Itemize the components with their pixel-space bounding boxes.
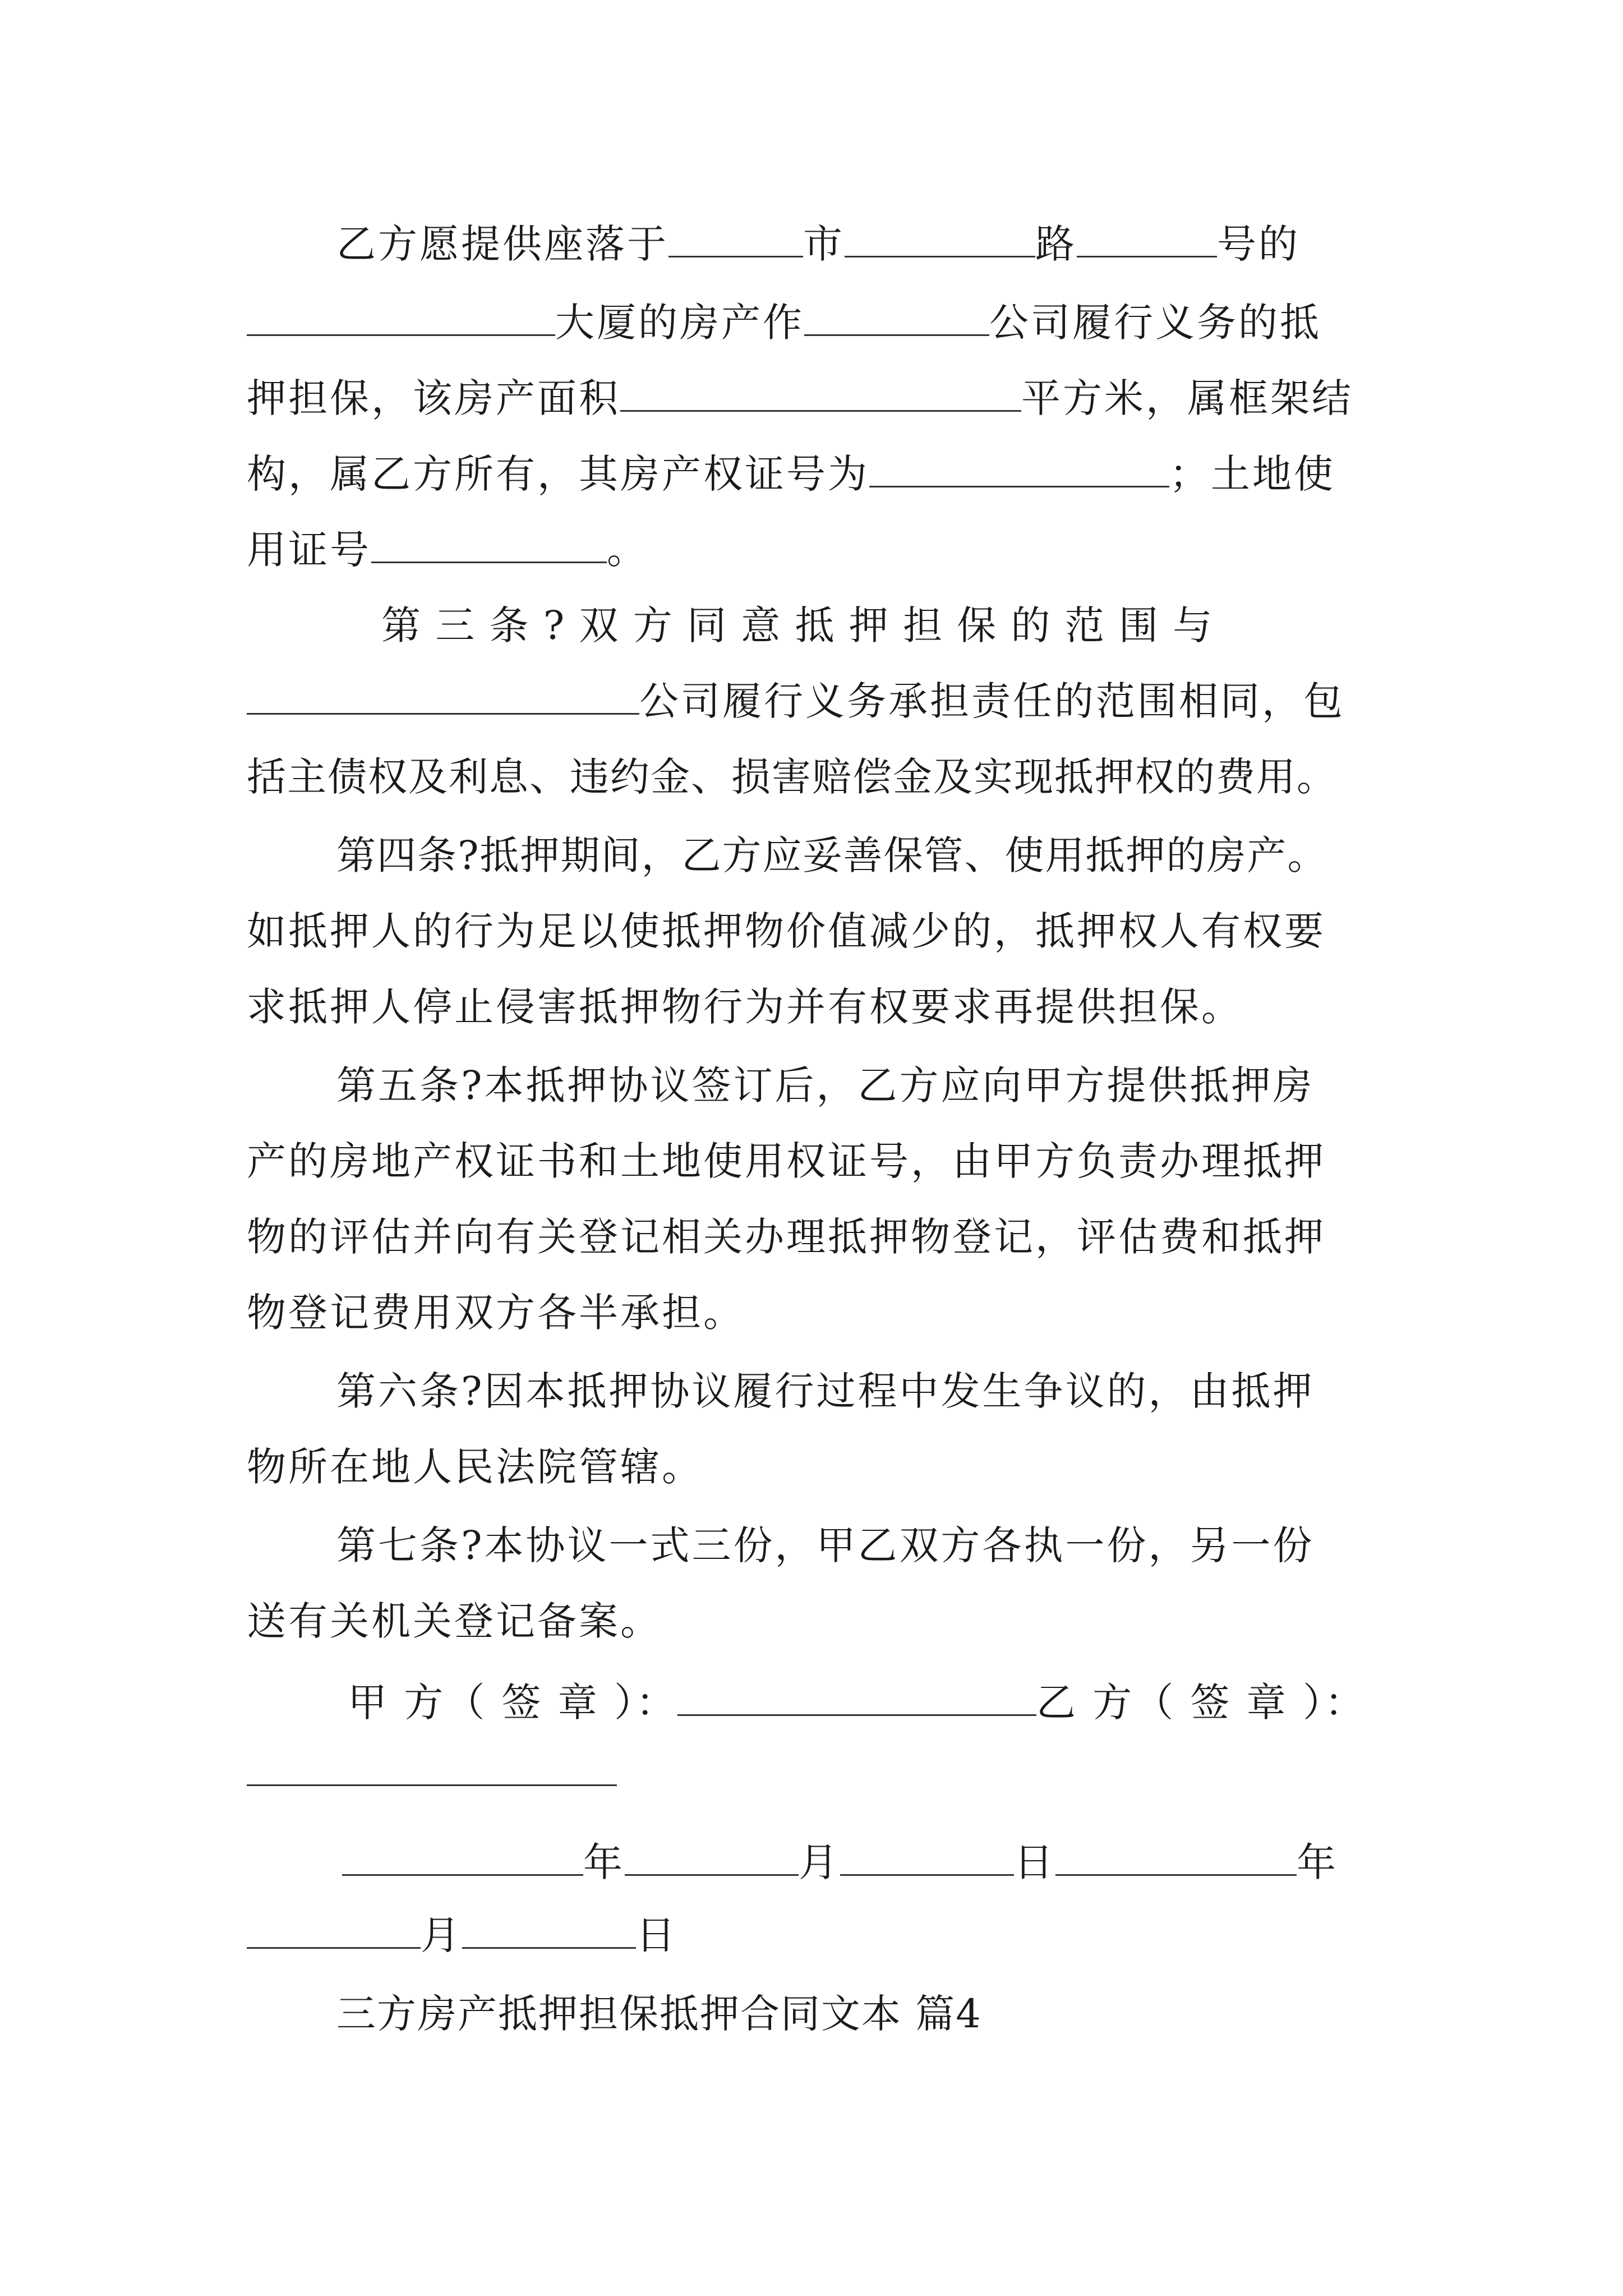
p1-text: 。 (607, 527, 648, 573)
next-section-heading (336, 1986, 982, 2042)
blank-month-a (625, 1839, 799, 1876)
article-6-line-1 (336, 1363, 1315, 1419)
blank-year-a (342, 1839, 583, 1876)
blank-day-a (840, 1839, 1014, 1876)
article-7-line-2 (247, 1593, 662, 1649)
blank-company-2 (247, 678, 639, 715)
article-6-text: 第六条?因本抵押协议履行过程中发生争议的，由抵押 (336, 1368, 1315, 1414)
p1-text: 市 (803, 221, 845, 267)
date-month-label: 月 (799, 1839, 840, 1885)
p1-text: 号的 (1217, 221, 1300, 267)
article-5-text: 产的房地产权证书和土地使用权证号，由甲方负责办理抵押 (247, 1138, 1326, 1184)
p1-line-2 (247, 295, 1321, 351)
article-7-text: 第七条?本协议一式三份，甲乙双方各执一份，另一份 (336, 1522, 1315, 1568)
date-day-label: 日 (636, 1912, 677, 1958)
blank-cert-number (869, 451, 1169, 487)
date-year-label: 年 (1297, 1839, 1338, 1885)
signature-line-2 (247, 1745, 617, 1801)
p1-text: 路 (1035, 221, 1077, 267)
article-5-text: 物的评估并向有关登记相关办理抵押物登记，评估费和抵押 (247, 1214, 1326, 1260)
p1-line-4 (247, 446, 1335, 502)
blank-company (804, 300, 989, 336)
date-month-label: 月 (421, 1912, 462, 1958)
blank-party-b-signature (247, 1750, 617, 1786)
p1-text: 构，属乙方所有，其房产权证号为 (247, 451, 869, 497)
p1-line-1 (336, 216, 1300, 272)
article-4-text: 求抵押人停止侵害抵押物行为并有权要求再提供担保。 (247, 984, 1243, 1030)
article-5-line-2 (247, 1133, 1326, 1189)
date-day-label: 日 (1014, 1839, 1055, 1885)
blank-land-cert (371, 527, 607, 563)
p1-text: 乙方愿提供座落于 (336, 221, 668, 267)
article-5-text: 物登记费用双方各半承担。 (247, 1290, 745, 1336)
article-3-line-1 (381, 597, 1213, 654)
blank-number (1077, 221, 1217, 257)
article-3-text: 第 三 条 ? 双 方 同 意 抵 押 担 保 的 范 围 与 (381, 602, 1214, 648)
party-a-label: 甲 方（ 签 章 ）： (348, 1680, 678, 1726)
article-5-line-1 (336, 1057, 1315, 1114)
article-4-text: 如抵押人的行为足以使抵押物价值减少的，抵押权人有权要 (247, 908, 1326, 954)
section-heading-text: 三方房产抵押担保抵押合同文本 篇4 (336, 1991, 982, 2037)
signature-line (348, 1674, 1366, 1731)
p1-text: 大厦的房产作 (555, 300, 804, 346)
p1-text: ；土地使 (1169, 451, 1335, 497)
article-3-line-3 (247, 749, 1337, 805)
article-7-text: 送有关机关登记备案。 (247, 1598, 662, 1644)
article-7-line-1 (336, 1517, 1315, 1573)
p1-line-5 (247, 522, 648, 578)
blank-building (247, 300, 555, 336)
blank-city (668, 221, 803, 257)
blank-year-b (1055, 1839, 1297, 1876)
date-line-2 (247, 1907, 677, 1963)
article-4-line-1 (336, 827, 1328, 884)
p1-text: 公司履行义务的抵 (989, 300, 1321, 346)
blank-party-a-signature (677, 1680, 1036, 1716)
article-5-line-3 (247, 1209, 1326, 1265)
article-3-text: 括主债权及利息、违约金、损害赔偿金及实现抵押权的费用。 (247, 754, 1337, 800)
article-5-text: 第五条?本抵押协议签订后，乙方应向甲方提供抵押房 (336, 1062, 1315, 1108)
blank-area (620, 375, 1021, 412)
party-b-label: 乙 方（ 签 章 ）： (1036, 1680, 1367, 1726)
article-5-line-4 (247, 1285, 745, 1341)
blank-month-b (247, 1912, 421, 1949)
blank-day-b (462, 1912, 636, 1949)
article-3-text: 公司履行义务承担责任的范围相同，包 (639, 678, 1345, 724)
article-6-line-2 (247, 1439, 703, 1495)
p1-text: 用证号 (247, 527, 371, 573)
p1-text: 押担保，该房产面积 (247, 375, 620, 421)
blank-road (845, 221, 1035, 257)
p1-line-3 (247, 370, 1353, 426)
article-6-text: 物所在地人民法院管辖。 (247, 1444, 703, 1490)
article-4-text: 第四条?抵押期间，乙方应妥善保管、使用抵押的房产。 (336, 832, 1328, 878)
article-4-line-2 (247, 903, 1326, 959)
date-year-label: 年 (583, 1839, 625, 1885)
article-3-line-2 (247, 673, 1345, 729)
p1-text: 平方米，属框架结 (1021, 375, 1353, 421)
article-4-line-3 (247, 979, 1243, 1035)
date-line-1 (342, 1834, 1338, 1890)
